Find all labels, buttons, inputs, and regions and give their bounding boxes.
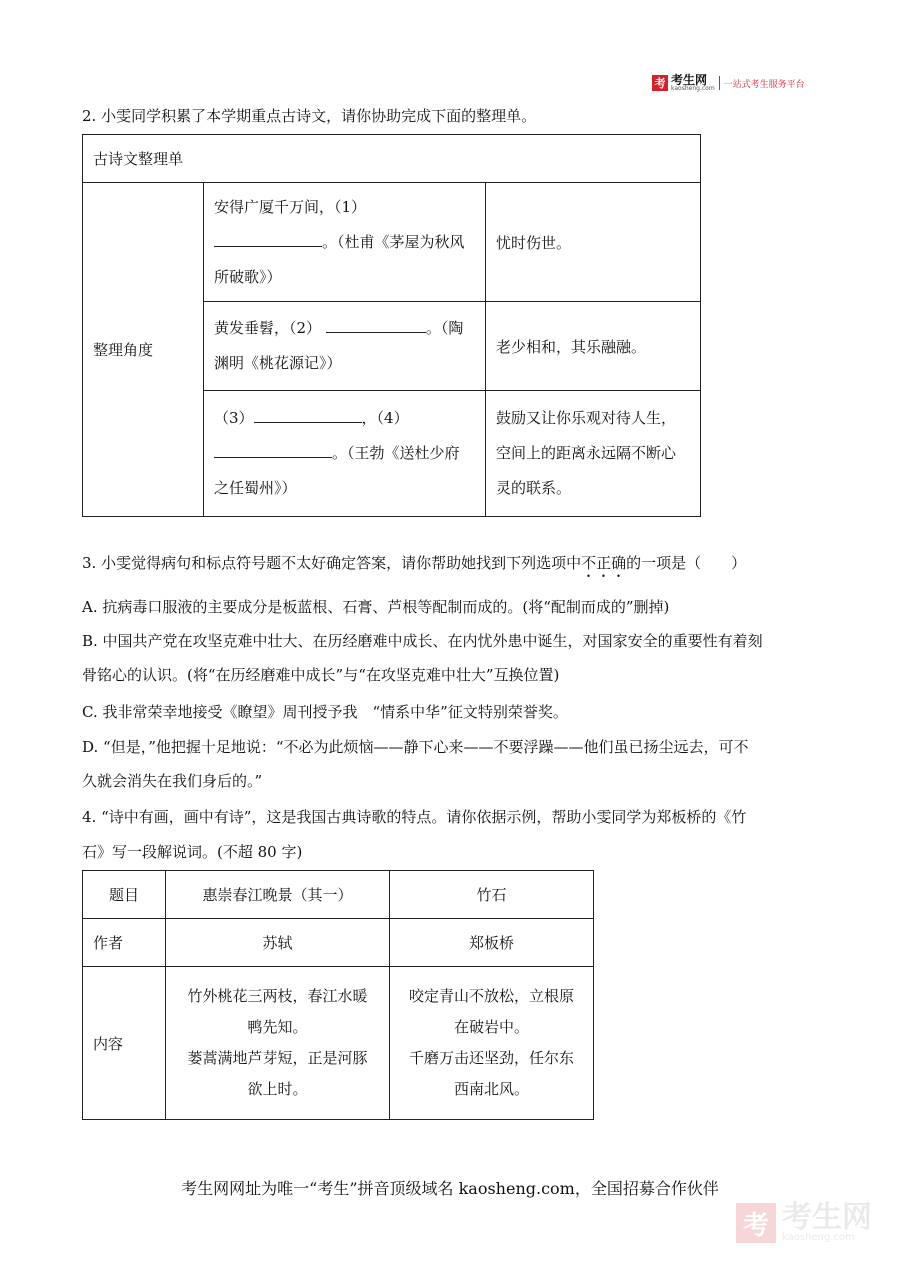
q4-col2-line: 西南北风。 [453, 1080, 529, 1098]
q2-row3-right [486, 391, 701, 517]
q3-option-b-2: 骨铭心的认识。(将“在历经磨难中成长”与“在攻坚克难中壮大”互换位置) [82, 666, 560, 684]
logo-domain: kaosheng.com [671, 85, 715, 92]
q2-row1-right: 忧时伤世。 [486, 183, 701, 302]
q3-option-b-1: B. 中国共产党在攻坚克难中壮大、在历经磨难中成长、在内忧外患中诞生，对国家安全的重要性有着刻 [82, 632, 763, 650]
q4-col1-line: 欲上时。 [247, 1080, 308, 1098]
logo-icon: 考 [652, 75, 668, 91]
q4-col1-author: 苏轼 [166, 919, 390, 967]
q2-table [82, 134, 701, 517]
q2-row3-right-3: 灵的联系。 [496, 479, 572, 497]
q2-row3-right-2: 空间上的距离永远隔不断心 [496, 444, 677, 462]
q2-blank-4[interactable] [214, 443, 332, 458]
q3-prompt-emphasis: 不正确 [581, 554, 627, 572]
watermark-domain: kaosheng.com [782, 1232, 855, 1243]
q4-label-content: 内容 [83, 967, 166, 1120]
q2-row3-text1: （3） [214, 409, 254, 427]
q2-row3-right-1: 鼓励又让你乐观对待人生， [496, 409, 677, 427]
q2-blank-3[interactable] [254, 408, 362, 423]
q2-row-label: 整理角度 [83, 183, 204, 517]
q2-row3-text2: ，（4） [361, 409, 409, 427]
q4-col1-line: 蒌蒿满地芦芽短，正是河豚 [187, 1049, 368, 1067]
q4-col2-author: 郑板桥 [390, 919, 594, 967]
q4-col1-line: 竹外桃花三两枝，春江水暖 [187, 987, 368, 1005]
q4-prompt-1: 4. “诗中有画，画中有诗”，这是我国古典诗歌的特点。请你依据示例，帮助小雯同学为郑板桥的《竹 [82, 808, 747, 826]
q4-col2-title: 竹石 [390, 871, 594, 919]
q2-blank-1[interactable] [214, 232, 322, 247]
q4-prompt-2: 石》写一段解说词。(不超 80 字) [82, 843, 303, 861]
q3-option-d-2: 久就会消失在我们身后的。” [82, 772, 263, 790]
logo-slogan: 一站式考生服务平台 [723, 79, 805, 90]
q2-row1-text3: 所破歌》） [214, 267, 282, 286]
q2-row1-left [204, 183, 486, 302]
watermark-name: 考生网 [782, 1200, 872, 1235]
q4-col2-line: 在破岩中。 [453, 1018, 529, 1036]
q4-col1-content [166, 967, 390, 1120]
q2-row2-text3: 渊明《桃花源记》） [214, 354, 342, 372]
q2-row2-text1: 黄发垂髫，（2） [214, 319, 322, 337]
q4-col1-title: 惠崇春江晚景（其一） [166, 871, 390, 919]
logo-divider [719, 76, 720, 90]
q4-label-title: 题目 [83, 871, 166, 919]
q3-prompt-a: 3. 小雯觉得病句和标点符号题不太好确定答案，请你帮助她找到下列选项中 [82, 554, 582, 572]
q2-blank-2[interactable] [326, 318, 426, 333]
q2-table-title: 古诗文整理单 [83, 135, 701, 183]
q2-row2-right: 老少相和，其乐融融。 [486, 302, 701, 391]
q2-row3-left [204, 391, 486, 517]
q4-col2-line: 咬定青山不放松，立根原 [408, 987, 574, 1005]
q4-col2-content [390, 967, 594, 1120]
q4-col1-line: 鸭先知。 [247, 1018, 308, 1036]
q4-table [82, 870, 594, 1120]
q2-row3-text3: 。（王勃《送杜少府 [332, 444, 460, 462]
watermark-icon: 考 [736, 1203, 776, 1243]
q2-row3-text4: 之任蜀州》） [214, 479, 297, 497]
q4-col2-line: 千磨万击还坚劲，任尔东 [408, 1049, 574, 1067]
q3-option-a: A. 抗病毒口服液的主要成分是板蓝根、石膏、芦根等配制而成的。(将“配制而成的”删掉) [82, 598, 670, 616]
q3-prompt-b: 的一项是（ ） [626, 554, 747, 572]
q2-row2-left [204, 302, 486, 391]
q2-row1-text2: 。（杜甫《茅屋为秋风 [322, 232, 465, 251]
q2-row1-text1: 安得广厦千万间，（1） [214, 197, 367, 216]
logo-name: 考生网 [671, 73, 708, 87]
header-logo [652, 73, 805, 93]
q2-row2-text2: 。（陶 [425, 319, 464, 337]
watermark-logo [736, 1200, 872, 1243]
footer-text: 考生网网址为唯一“考生”拼音顶级域名 kaosheng.com，全国招募合作伙伴 [181, 1179, 719, 1198]
q2-prompt: 2. 小雯同学积累了本学期重点古诗文，请你协助完成下面的整理单。 [82, 107, 537, 125]
q3-option-d-1: D. “但是，”他把握十足地说：“不必为此烦恼——静下心来——不要浮躁——他们虽已扬尘远去，可不 [82, 738, 749, 756]
q4-label-author: 作者 [83, 919, 166, 967]
q3-prompt [82, 553, 822, 581]
q3-option-c: C. 我非常荣幸地接受《瞭望》周刊授予我 “情系中华”征文特别荣誉奖。 [82, 703, 568, 721]
